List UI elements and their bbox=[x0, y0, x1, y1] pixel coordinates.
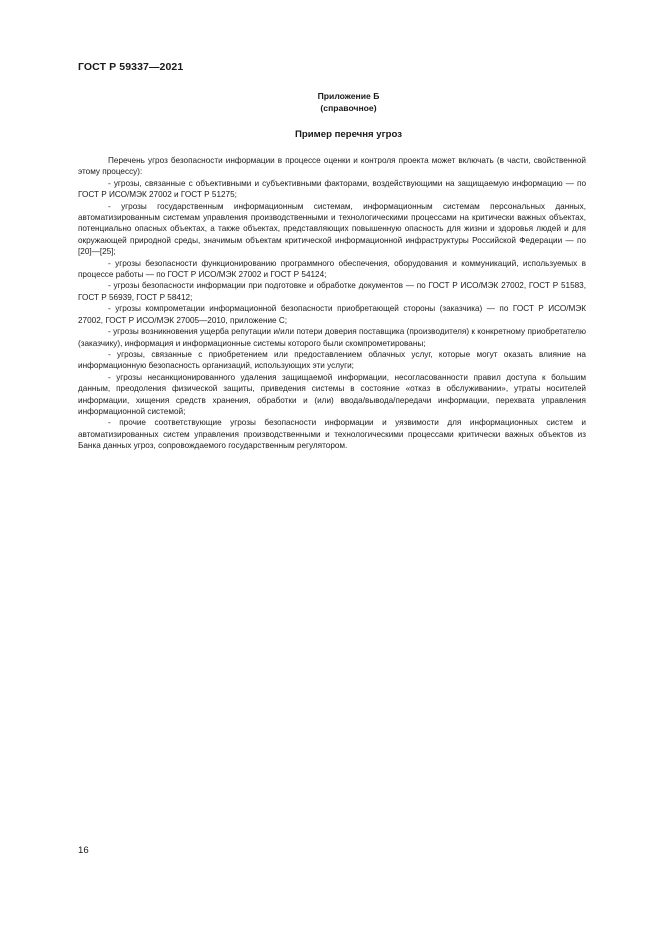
appendix-type: (справочное) bbox=[320, 102, 377, 113]
list-item: - угрозы несанкционированного удаления защищаемой информации, несогласованности правил доступа к большим данным, преодоления физической защиты, приведения системы в состояние «отказ в обслуживании», утраты носителей информации, хищения средств хранения, обработки и (или) ввода/вывода/передачи информации, перехвата управления информационной системой; bbox=[78, 372, 586, 416]
appendix-label: Приложение Б bbox=[317, 91, 380, 101]
appendix-heading bbox=[0, 91, 661, 114]
list-item: - угрозы возникновения ущерба репутации и/или потери доверия поставщика (производителя) к конкретному приобретателю (заказчику), информация и информационные системы которого были скомпрометированы; bbox=[78, 327, 586, 348]
intro-paragraph: Перечень угроз безопасности информации в процессе оценки и контроля проекта может включать (в части, свойственной этому процессу): bbox=[78, 156, 586, 177]
section-title: Пример перечня угроз bbox=[294, 129, 403, 140]
page-number: 16 bbox=[78, 845, 89, 856]
list-item: - прочие соответствующие угрозы безопасности информации и уязвимости для информационных систем и автоматизированных систем управления производственными и технологическими процессами критически важных объектов из Банка данных угроз, сопровождаемого государственным регулятором. bbox=[78, 418, 586, 451]
list-item: - угрозы, связанные с объективными и субъективными факторами, воздействующими на защищаемую информацию — по ГОСТ Р ИСО/МЭК 27002 и ГОСТ Р 51275; bbox=[78, 178, 586, 200]
list-item: - угрозы компрометации информационной безопасности приобретающей стороны (заказчика) — по ГОСТ Р ИСО/МЭК 27002, ГОСТ Р ИСО/МЭК 27005—2010, приложение С; bbox=[78, 304, 586, 325]
list-item: - угрозы государственным информационным системам, информационным системам персональных данных, автоматизированным системам управления производственными и технологическими процессами на критически важных объектах, потенциально опасных объектах, а также объектах, представляющих повышенную опасность для жизни и здоровья людей и для окружающей природной среды, значимым объектам критической информационной инфраструктуры Российской Федерации — по [20]—[25]; bbox=[78, 201, 586, 257]
body-text bbox=[78, 155, 586, 452]
list-item: - угрозы, связанные с приобретением или предоставлением облачных услуг, которые могут оказать влияние на информационную безопасность организаций, использующих эти услуги; bbox=[78, 349, 586, 371]
list-item: - угрозы безопасности функционированию программного обеспечения, оборудования и коммуникаций, используемых в процессе работы — по ГОСТ Р ИСО/МЭК 27002 и ГОСТ Р 54124; bbox=[78, 258, 586, 280]
list-item: - угрозы безопасности информации при подготовке и обработке документов — по ГОСТ Р ИСО/МЭК 27002, ГОСТ Р 51583, ГОСТ Р 56939, ГОСТ Р 58412; bbox=[78, 281, 586, 302]
document-code: ГОСТ Р 59337—2021 bbox=[78, 61, 184, 73]
